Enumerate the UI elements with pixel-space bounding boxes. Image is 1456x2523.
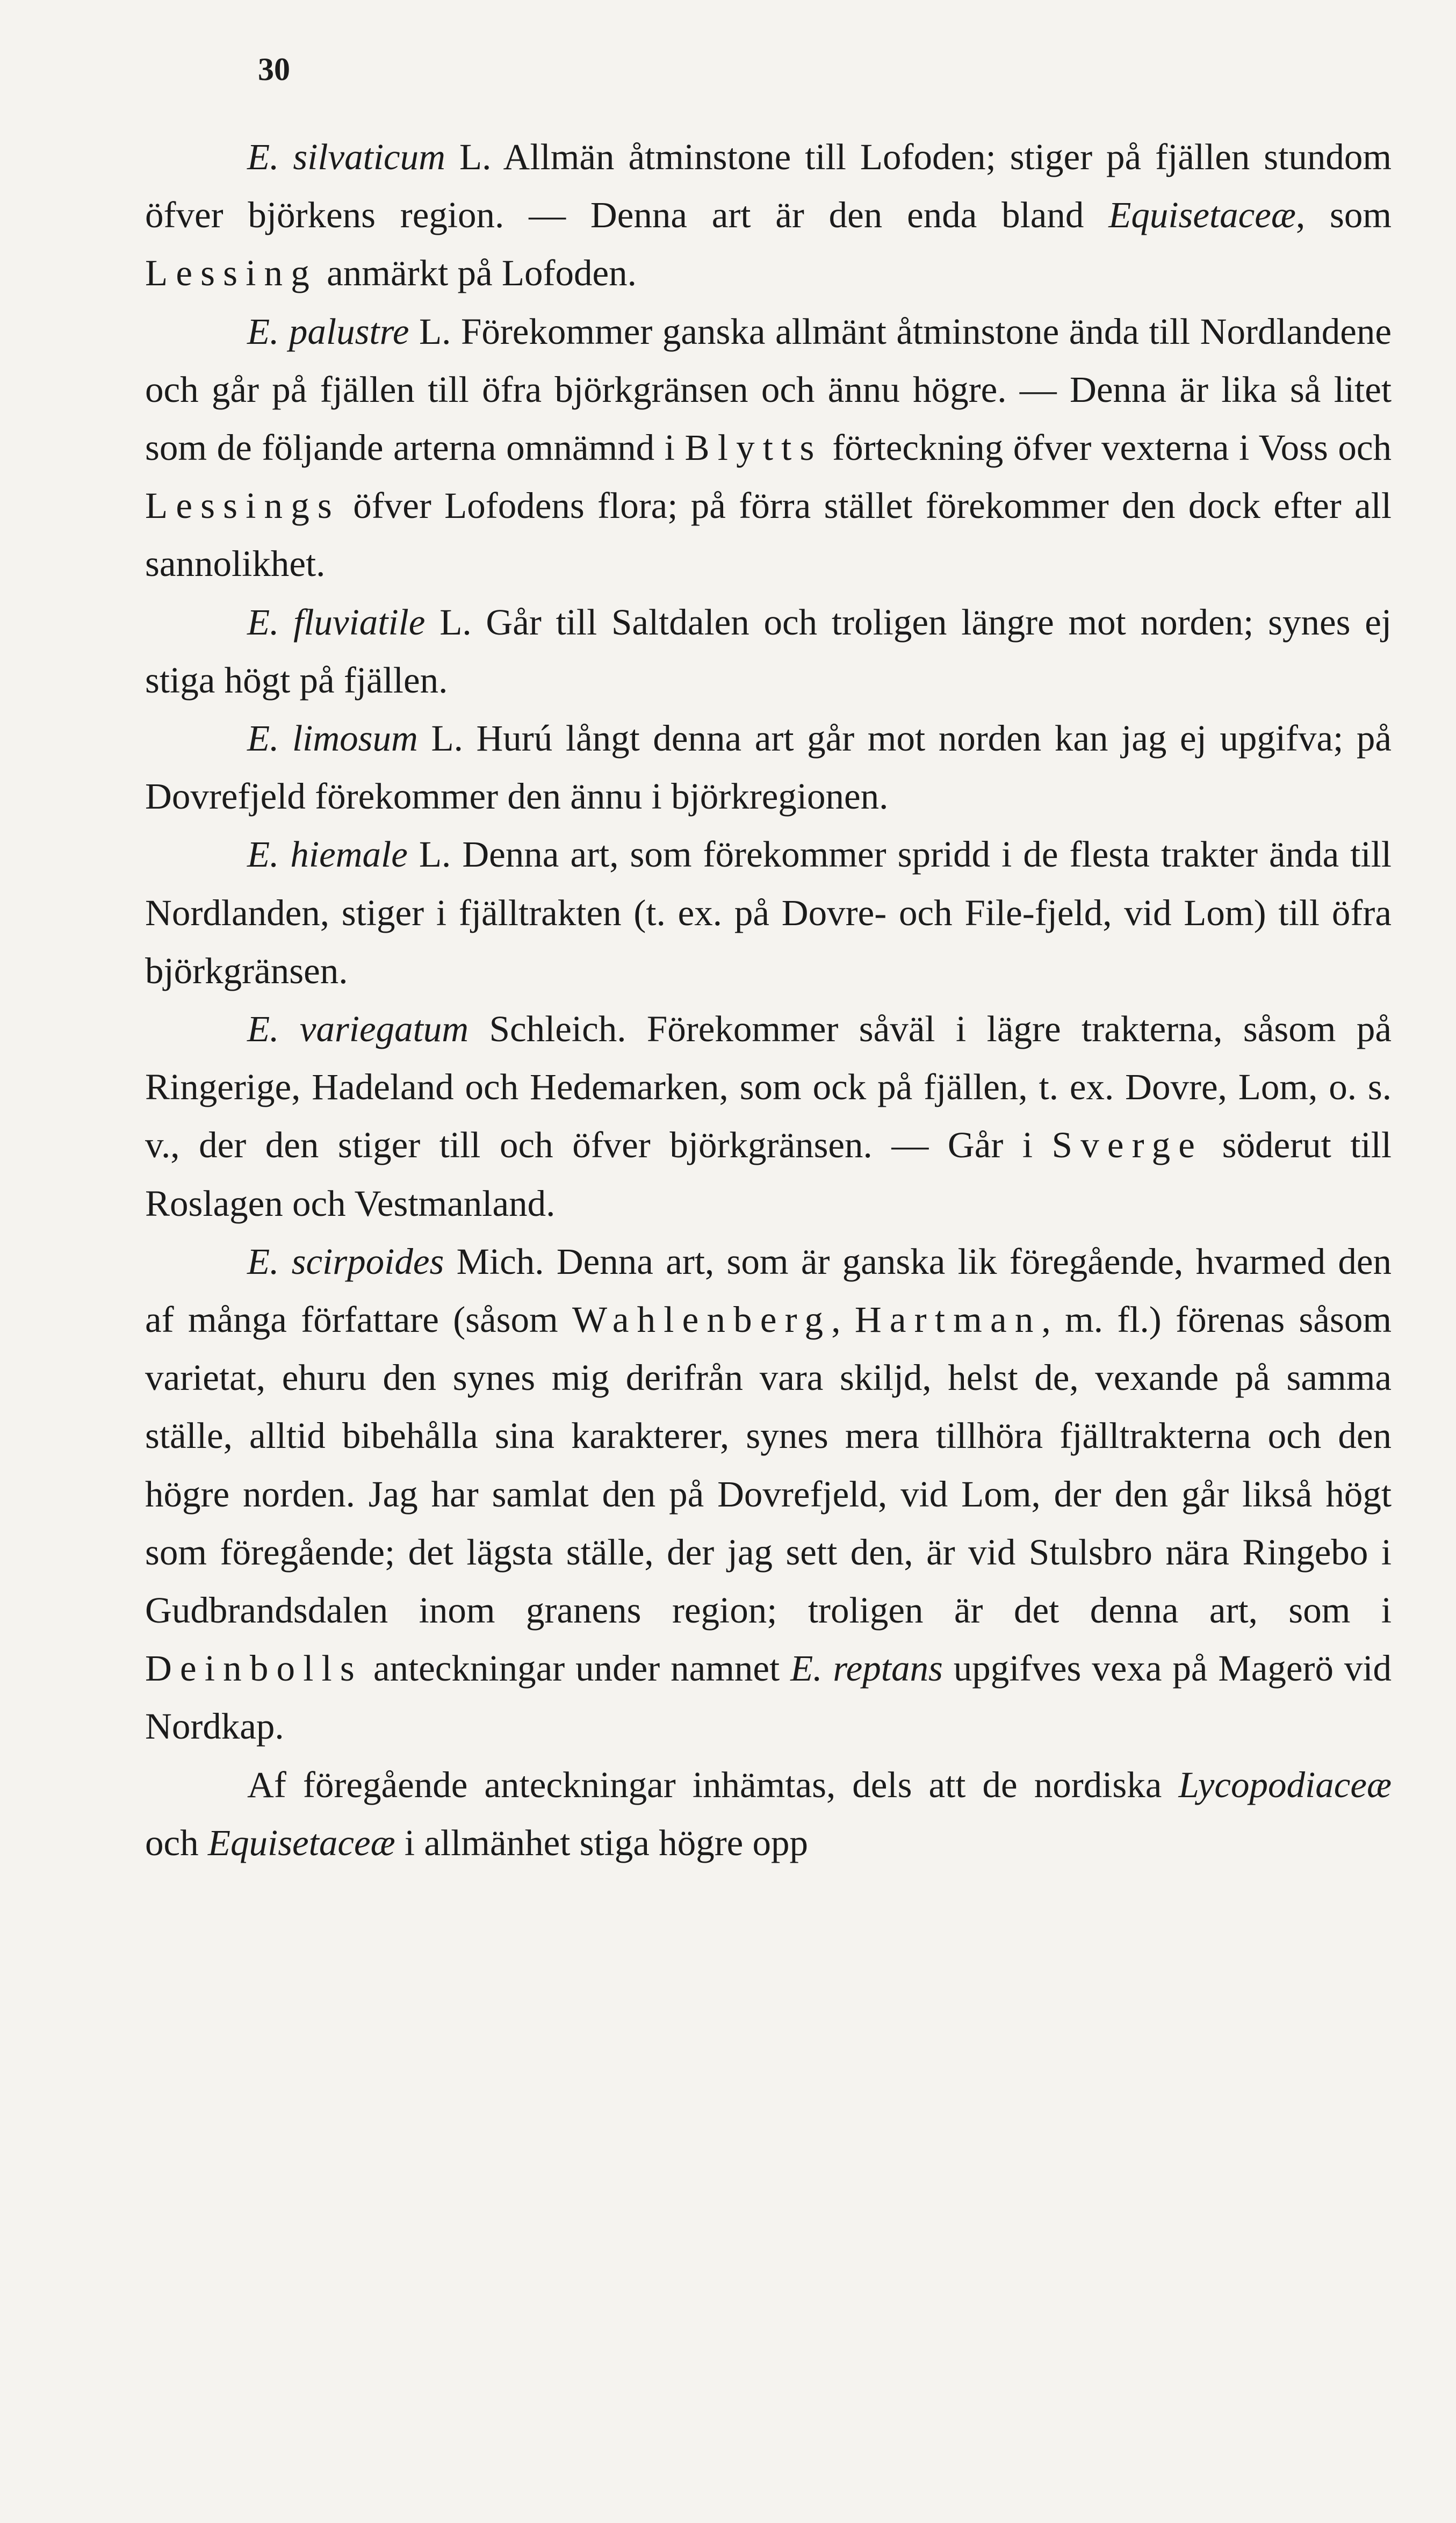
paragraph-text: söderut till Roslagen och Vestmanland. (145, 1124, 1392, 1224)
paragraph-text: Förekommer såväl i lägre trakterna, såsom på Ringerige, Hadeland och Hedemarken, som ock på fjällen, t. ex. Dovre, Lom, o. s. v., der den stiger till och öfver björkgränsen. — Går i (145, 1008, 1392, 1166)
paragraph-text: i allmänhet stiga högre opp (404, 1822, 809, 1863)
paragraph-variegatum (145, 1000, 1392, 1232)
species-name: E. limosum (247, 718, 418, 759)
paragraph-text: Af föregående anteckningar inhämtas, dels att de nordiska (247, 1764, 1162, 1805)
author-abbrev: L. (439, 601, 472, 643)
spaced-name: Lessing (145, 253, 318, 294)
paragraph-text: anmärkt på Lofoden. (327, 253, 637, 294)
author-abbrev: L. (431, 718, 463, 759)
paragraph-text: upgifves vexa på Magerö vid Nordkap. (145, 1648, 1392, 1747)
paragraph-text: , (831, 1299, 841, 1340)
species-name: E. hiemale (247, 834, 408, 875)
paragraph-summary (145, 1756, 1392, 1872)
spaced-name: Deinbolls (145, 1648, 363, 1689)
author-abbrev: Schleich. (489, 1008, 626, 1050)
spaced-name: Wahlenberg (572, 1299, 832, 1340)
paragraph-text: , m. fl.) förenas såsom varietat, ehuru den synes mig derifrån vara skiljd, helst de, vexande på samma ställe, alltid bibehålla sina karakterer, synes mera tillhöra fjälltrakterna och den högre norden. Jag har samlat den på Dovrefjeld, vid Lom, der den går likså högt som föregående; det lägsta ställe, der jag sett den, är vid Stulsbro nära Ringebo i Gudbrandsdalen inom granens region; troligen är det denna art, som i (145, 1299, 1392, 1631)
paragraph-silvaticum (145, 128, 1392, 302)
species-name: E. scirpoides (247, 1241, 444, 1282)
spaced-name: Hartman (854, 1299, 1042, 1340)
paragraph-text: Går till Saltdalen och troligen längre mot norden; synes ej stiga högt på fjällen. (145, 601, 1392, 701)
italic-term: Equisetaceæ (207, 1822, 395, 1863)
italic-term: E. reptans (790, 1648, 943, 1689)
paragraph-text: Denna art, som förekommer spridd i de flesta trakter ända till Nordlanden, stiger i fjälltrakten (t. ex. på Dovre- och File-fjeld, vid Lom) till öfra björkgränsen. (145, 834, 1392, 991)
paragraph-scirpoides (145, 1232, 1392, 1756)
spaced-name: Lessings (145, 485, 340, 527)
italic-term: Equisetaceæ (1108, 194, 1296, 236)
author-abbrev: Mich. (456, 1241, 544, 1282)
paragraph-text: öfver Lofodens flora; på förra stället förekommer den dock efter all sannolikhet. (145, 485, 1392, 585)
paragraph-text: Allmän åtminstone till Lofoden; stiger på fjällen stundom öfver björkens region. — Denna art är den enda bland (145, 136, 1392, 236)
paragraph-fluviatile (145, 593, 1392, 709)
page-number: 30 (258, 52, 290, 87)
paragraph-text: Förekommer ganska allmänt åtminstone ända till Nordlandene och går på fjällen till öfra björkgränsen och ännu högre. — Denna är lika så litet som de följande arterna omnämnd i (145, 311, 1392, 468)
body-text (145, 128, 1392, 1872)
paragraph-palustre (145, 302, 1392, 593)
paragraph-text: och (145, 1822, 199, 1863)
paragraph-text: Denna art, som är ganska lik föregående, hvarmed den af många författare (såsom (145, 1241, 1392, 1340)
paragraph-limosum (145, 709, 1392, 825)
italic-term: Lycopodiaceæ (1178, 1764, 1392, 1805)
author-abbrev: L. (419, 311, 451, 352)
paragraph-text: Hurú långt denna art går mot norden kan jag ej upgifva; på Dovrefjeld förekommer den ännu i björkregionen. (145, 718, 1392, 817)
author-abbrev: L. (419, 834, 451, 875)
species-name: E. fluviatile (247, 601, 426, 643)
author-abbrev: L. (459, 136, 492, 177)
paragraph-text: anteckningar under namnet (373, 1648, 780, 1689)
species-name: E. silvaticum (247, 136, 445, 177)
species-name: E. variegatum (247, 1008, 469, 1050)
paragraph-text: förteckning öfver vexterna i Voss och (832, 427, 1392, 468)
species-name: E. palustre (247, 311, 409, 352)
paragraph-hiemale (145, 825, 1392, 1000)
spaced-name: Sverge (1051, 1124, 1203, 1166)
paragraph-text: , som (1295, 194, 1392, 236)
spaced-name: Blytts (684, 427, 823, 468)
